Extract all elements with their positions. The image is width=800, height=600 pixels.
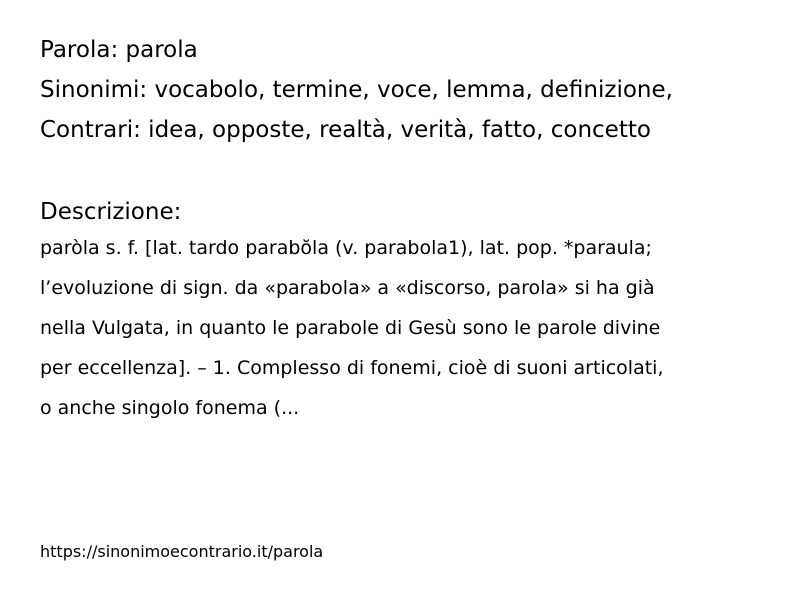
description-line: nella Vulgata, in quanto le parabole di Gesù sono le parole divine: [40, 317, 661, 339]
description-line: paròla s. f. [lat. tardo parabŏla (v. parabola1), lat. pop. *paraula;: [40, 237, 652, 259]
description-line: per eccellenza]. – 1. Complesso di fonemi, cioè di suoni articolati,: [40, 357, 664, 379]
header-block: [40, 30, 673, 150]
description-heading: Descrizione:: [40, 199, 182, 225]
synonyms-line: Sinonimi: vocabolo, termine, voce, lemma, definizione,: [40, 77, 673, 103]
description-paragraph: [40, 228, 663, 428]
word-title: Parola: parola: [40, 37, 198, 63]
antonyms-line: Contrari: idea, opposte, realtà, verità, fatto, concetto: [40, 117, 651, 143]
description-line: l’evoluzione di sign. da «parabola» a «discorso, parola» si ha già: [40, 277, 655, 299]
source-url: https://sinonimoecontrario.it/parola: [40, 542, 324, 561]
description-line: o anche singolo fonema (...: [40, 397, 300, 419]
